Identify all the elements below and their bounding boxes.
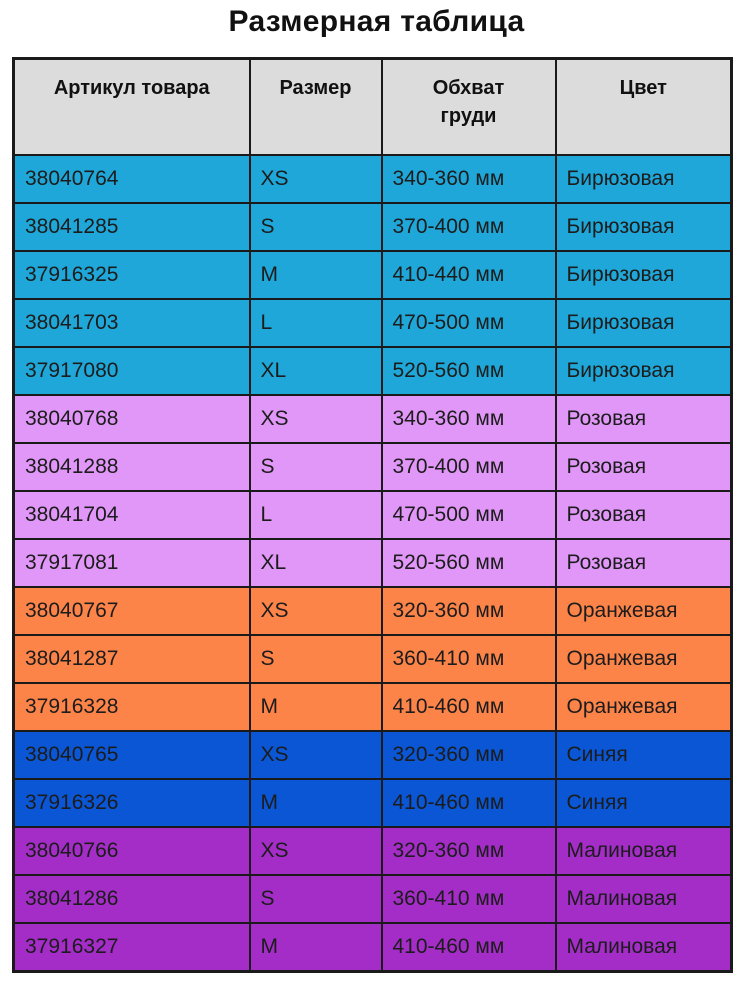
table-row: [14, 827, 732, 875]
cell-size: L: [250, 299, 382, 347]
table-row: [14, 395, 732, 443]
cell-color: Малиновая: [556, 923, 732, 972]
cell-color: Бирюзовая: [556, 203, 732, 251]
cell-size: S: [250, 635, 382, 683]
cell-sku: 38041288: [14, 443, 250, 491]
cell-size: XS: [250, 395, 382, 443]
cell-chest: 370-400 мм: [382, 203, 556, 251]
cell-chest: 360-410 мм: [382, 635, 556, 683]
cell-sku: 37916326: [14, 779, 250, 827]
cell-color: Бирюзовая: [556, 155, 732, 203]
table-row: [14, 299, 732, 347]
cell-color: Синяя: [556, 779, 732, 827]
cell-sku: 38040765: [14, 731, 250, 779]
cell-color: Оранжевая: [556, 635, 732, 683]
cell-sku: 38040766: [14, 827, 250, 875]
cell-size: M: [250, 683, 382, 731]
column-header-chest-label: Обхват груди: [432, 77, 505, 127]
cell-sku: 38041287: [14, 635, 250, 683]
cell-sku: 38041703: [14, 299, 250, 347]
page-title: Размерная таблица: [228, 5, 525, 38]
cell-sku: 37916327: [14, 923, 250, 972]
cell-size: XL: [250, 539, 382, 587]
size-table: [12, 57, 733, 973]
cell-sku: 38040768: [14, 395, 250, 443]
table-row: [14, 923, 732, 972]
cell-size: XS: [250, 731, 382, 779]
table-row: [14, 251, 732, 299]
cell-chest: 470-500 мм: [382, 491, 556, 539]
cell-color: Бирюзовая: [556, 347, 732, 395]
cell-sku: 38041704: [14, 491, 250, 539]
cell-sku: 38040767: [14, 587, 250, 635]
table-row: [14, 779, 732, 827]
table-row: [14, 443, 732, 491]
cell-chest: 410-460 мм: [382, 779, 556, 827]
cell-size: S: [250, 443, 382, 491]
cell-size: XS: [250, 155, 382, 203]
cell-chest: 410-460 мм: [382, 683, 556, 731]
cell-chest: 370-400 мм: [382, 443, 556, 491]
cell-chest: 320-360 мм: [382, 827, 556, 875]
cell-chest: 410-440 мм: [382, 251, 556, 299]
cell-size: XS: [250, 587, 382, 635]
cell-color: Розовая: [556, 539, 732, 587]
cell-chest: 520-560 мм: [382, 539, 556, 587]
cell-color: Оранжевая: [556, 587, 732, 635]
cell-sku: 37917081: [14, 539, 250, 587]
cell-chest: 520-560 мм: [382, 347, 556, 395]
cell-color: Оранжевая: [556, 683, 732, 731]
column-header-color: Цвет: [556, 59, 732, 156]
cell-color: Малиновая: [556, 827, 732, 875]
cell-chest: 410-460 мм: [382, 923, 556, 972]
column-header-size: Размер: [250, 59, 382, 156]
table-row: [14, 731, 732, 779]
cell-chest: 320-360 мм: [382, 731, 556, 779]
table-row: [14, 635, 732, 683]
table-row: [14, 203, 732, 251]
cell-size: M: [250, 779, 382, 827]
table-body: [14, 155, 732, 972]
table-row: [14, 491, 732, 539]
column-header-sku: Артикул товара: [14, 59, 250, 156]
cell-sku: 37916328: [14, 683, 250, 731]
table-header-row: [14, 59, 732, 156]
cell-color: Малиновая: [556, 875, 732, 923]
cell-sku: 38041286: [14, 875, 250, 923]
table-row: [14, 875, 732, 923]
cell-sku: 37916325: [14, 251, 250, 299]
cell-size: M: [250, 251, 382, 299]
cell-chest: 340-360 мм: [382, 155, 556, 203]
cell-color: Розовая: [556, 443, 732, 491]
cell-size: L: [250, 491, 382, 539]
cell-chest: 320-360 мм: [382, 587, 556, 635]
cell-sku: 37917080: [14, 347, 250, 395]
cell-size: S: [250, 875, 382, 923]
table-row: [14, 683, 732, 731]
cell-color: Розовая: [556, 491, 732, 539]
cell-size: S: [250, 203, 382, 251]
cell-color: Бирюзовая: [556, 299, 732, 347]
cell-size: XL: [250, 347, 382, 395]
table-row: [14, 347, 732, 395]
cell-chest: 470-500 мм: [382, 299, 556, 347]
cell-color: Синяя: [556, 731, 732, 779]
table-row: [14, 155, 732, 203]
cell-size: M: [250, 923, 382, 972]
cell-chest: 360-410 мм: [382, 875, 556, 923]
cell-color: Бирюзовая: [556, 251, 732, 299]
table-row: [14, 587, 732, 635]
cell-chest: 340-360 мм: [382, 395, 556, 443]
cell-size: XS: [250, 827, 382, 875]
cell-sku: 38040764: [14, 155, 250, 203]
column-header-chest: [382, 59, 556, 156]
cell-color: Розовая: [556, 395, 732, 443]
cell-sku: 38041285: [14, 203, 250, 251]
table-row: [14, 539, 732, 587]
